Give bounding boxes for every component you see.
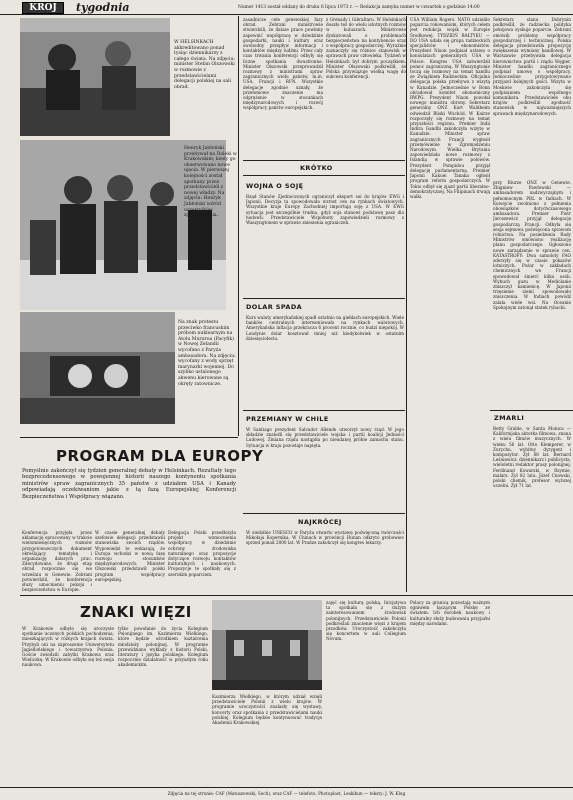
program-text3-block [168,530,236,592]
chile-text-block [246,427,404,509]
masthead [0,0,573,14]
program-text2-block [95,530,165,592]
left-block-divider [238,16,239,436]
mururoa-photo [20,312,175,424]
collegium-photo-image [212,600,322,690]
chile-rule [243,410,405,411]
collegium-photo [212,600,322,690]
znaki-text1: W Krakowie odbyło się uroczyste spotkanie uczonych polskich pochodzenia, mieszkających w różnych krajach świata. Przybyli oni na zaproszenie Uniwersytetu Jagiellońskiego i towarzystwa Polonia. Goście zwiedzili zabytki Krakowa oraz Wieliczkę. W Krakowie odbyła się też sesja naukowa. [22,626,114,668]
znaki-text2-block [118,626,208,786]
mururoa-caption: Na znak protestu przeciwko francuskim próbom nuklearnym na Atolu Mururoa (Pacyfik) w Nowej Zelandii wycofano z Paryża ambasadora. Na zdjęciu: wycofany z wody sprzęt marynarki wojennej. Do szybko ustalonego akwenu kierowane są okręty ratownicze. [178,320,236,387]
helsinki-photo [20,18,170,136]
chile-text: W Santiago prezydent Salvador Allende utworzył nowy rząd. W jego składzie znaleźli się przedstawiciele wojska i partii koalicji Jedności Ludowej. Zmiana rządu nastąpiła po nieudanej próbie zamachu stanu. Sytuacja w kraju pozostaje napięta. [246,427,404,448]
mururoa-photo-image [20,312,175,424]
krotko-title: KRÓTKO [300,164,333,172]
krotko-rule-top [243,160,405,161]
dolar-rule [243,298,405,299]
program-lead-block [22,468,236,528]
najkrocej-text-block [246,530,404,592]
right-column-2-text: przy Biurze ONZ w Genewie. Zbigniew Pawłowski — ambasadorem nadzwyczajnym i pełnomocnym PRL w Indiach. W Kuwejcie zwolniono z pełnienia obowiązków dotychczasowego ambasadora. Premier Piotr Jaroszewicz przyjął delegację gospodarczą Francji. Odbyła się sesja sejmowa poświęcona sprawom rolnictwa. Na posiedzeniu Rady Ministrów omówiono realizację planu gospodarczego. Ogłoszono nowe zarządzenie w sprawie cen. KATASTROFY: Dwa samoloty FAO zderzyły się w czasie pokazów lotniczych. Pożar w zakładach chemicznych we Francji spowodował śmierć kilku osób. Wybuch gazu w Mediolanie zniszczył kamienicę. W Japonii trzęsienie ziemi spowodowało zniszczenia. W Indiach powódź zalała wiele wsi. Na Oceanie Spokojnym zatonął statek rybacki. [493,180,571,310]
krotko-rule-bottom [243,175,405,176]
dolar-text-block [246,315,404,405]
dolar-text: Kurs waluty amerykańskiej spadł ostatnio na giełdach europejskich. Wiele banków centralnych interweniowało na rynkach walutowych. Amerykańska inflacja przekracza 6 procent rocznie, co budzi niepokój. W Londynie dolar kosztował mniej niż kiedykolwiek w ostatnim dziesięcioleciu. [246,315,404,341]
program-text1-block [22,530,92,592]
helsinki-column-text: zasadnicze cele genewskiej fazy obrad. Zebrani ministrowie stwierdzili, że dalsze prace powinny zapewnić współpracę w dziedzinie gospodarki, nauki i kultury oraz swobodny przepływ informacji i kontaktów między ludźmi. Przez cały czas trwania konferencji odbyły się liczne spotkania dwustronne. Minister Olszowski przeprowadził rozmowy z ministrami spraw zagranicznych wielu państw, m.in. USA, Francji i RFN. Wszystkie delegacje zgodnie uznały, że przełomowe znaczenie ma odprężenie w stosunkach międzynarodowych i rozwój współpracy państw europejskich. [243,17,323,111]
grenada-column [326,17,406,157]
znaki-rule [20,595,573,596]
right-column-text: Sekretarz stanu Dobrynin podkreślił, że radziecka polityka pokojowa zyskuje poparcie. Zebrani omówili problemy współpracy gospodarczej i technicznej. Polska delegacja przedstawiła propozycję zwiększenia wymiany handlowej. W Warszawie przebywała delegacja kierownictwa partii i rządu Węgier. Minister handlu zagranicznego podpisał umowę o współpracy. Jednocześnie przygotowywano przyjazd kolejnych gości. Wizyta w Moskwie zakończyła się podpisaniem wspólnego komunikatu. Przedstawiciele obu krajów podkreślili zgodność stanowisk w najważniejszych sprawach międzynarodowych. [493,17,571,116]
program-text1: Konferencja przyjęła przez aklamację opracowany w trakcie wielomiesięcznych rozmów przygotowawczych dokument określający tematykę i organizację dalszych prac. Zdecydowano, że drugi etap obrad rozpocznie się we wrześniu w Genewie. Zebrani potwierdzili, że konferencja służy umocnieniu pokoju i bezpieczeństwa w Europie. [22,530,92,592]
znaki-text2: tylko powołanie do życia Kolegium Polonijnego im. Kazimierza Wielkiego, które będzie ośrodkiem kształcenia młodzieży polonijnej. W programie przewidziano wykłady z historii Polski, literatury i języka polskiego. Kolegium rozpocznie działalność w przyszłym roku akademickim. [118,626,208,668]
program-rule [20,437,238,438]
znaki-text4-block [326,600,406,786]
grenada-column-text: z Grenady i Gibraltaru. W Helsinkach doszło też do wielu istotnych rozmów w kuluarach. Ministrowie dyskutowali o problemach bezpieczeństwa na kontynencie oraz o współpracy gospodarczej. Wyraźnie zaznaczyły się różnice stanowisk w sprawach praw człowieka. Tydzień w Helsinkach był dobrym początkiem. Minister Olszowski podkreślił, że Polska przywiązuje wielką wagę do sukcesu konferencji. [326,17,406,80]
znaki-title: ZNAKI WIĘZI [80,603,192,621]
program-text3: Delegacja Polski przedłożyła projekt wzmocnienia współpracy w dziedzinie ochrony środowiska naturalnego oraz propozycje dotyczące rozwoju kontaktów kulturalnych i naukowych. Propozycje te spotkały się z szerokim poparciem. [168,530,236,577]
najkrocej-text: W siedzibie UNESCO w Paryżu otwarto wystawę poświęconą twórczości Mikołaja Kopernika. W Chinach w prowincji Hunan odkryto grobowiec sprzed ponad 2000 lat. W Pradze zakończył się kongres lekarzy. [246,530,404,546]
wojna-title: WOJNA O SOJĘ [246,182,304,190]
helsinki-caption: W HELSINKACH akkreditowano ponad tysiąc dziennikarzy z całego świata. Na zdjęciu: minister Stefan Olszowski w rozmowie z przedstawicielami delegacji polskiej na sali obrad. [174,40,235,90]
znaki-text4: zajęć się kulturą polską. Inicjatywa ta spotkała się z dużym zainteresowaniem środowisk polonijnych. Przedstawiciele Polonii podkreślali znaczenie więzi z krajem przodków. Uroczystość zakończyła się koncertem w auli Collegium Novum. [326,600,406,642]
mid-divider [406,16,407,592]
right-column [493,17,571,177]
wojna-text-block [246,194,404,294]
helsinki-photo-image [20,18,170,136]
issue-note: Numer 1413 został oddany do druku 6 lipca 1973 r. — Redakcja zamyka numer w czwartek o godzinie 14:00 [238,5,480,10]
jablonski-caption: Henryk Jabłoński przebywał na Daleki w Krakowskim; kiedy go obserwowano nowe ujęcia. W pierwszej kolejności został spotkany przez przedstawicieli z nowej władzy. Na zdjęciu: Henryk Jabłoński wśród uczestników zgromadzenia. [184,146,237,219]
najkrocej-rule [243,513,405,514]
program-text2: W czasie generalnej debaty szefowie delegacji przedstawili stanowiska swoich rządów. Wypowiedzi te wskazują, że Europa wchodzi w nową fazę rozwoju stosunków międzynarodowych. Minister Olszowski przedstawił polski program współpracy europejskiej. [95,530,165,582]
header-rule [0,14,573,15]
usa-column [410,17,490,597]
usa-column-text: USA William Rogers. NATO udzieliło poparcia rokowaniom, których celem jest redukcja wojsk w Europie Środkowej. TYDZIEŃ BAŁTYKU — DO USA udała się grupa radzieckich specjalistów i ekonomistów. Prezydent Nixon podpisał ustawę o konsulatach generalnych USA w Polsce. Kongres USA zatwierdził pomoc zagraniczną. W Waszyngtonie toczą się rozmowy na temat handlu ze Związkiem Radzieckim. Oficjalna delegacja polska przebywa z wizytą w Kanadzie. Jednocześnie w Bonn obradował komitet ekonomiczny RWPG. Prezydent Nixon powołał nowego ministra obrony. Sekretarz generalny ONZ Kurt Waldheim odwiedził Bliski Wschód. W Kairze rozpoczęły się rozmowy na temat przyszłości regionu. Premier Indii Indira Gandhi zakończyła wizytę w Kanadzie. Minister spraw zagranicznych Francji wygłosił przemówienie w Zgromadzeniu Narodowym. Wielka Brytania zapowiedziała nowe rozmowy z Islandią w sprawie połowów. Prezydent Pompidou przyjął delegację parlamentarną. Premier Japonii Kakuei Tanaka ogłosił program reform gospodarczych. W Tokio odbył się zjazd partii liberalno-demokratycznej. Na Filipinach trwają walki. [410,17,490,199]
chile-title: PRZEMIANY W CHILE [246,415,329,423]
znaki-text3: Kazimierza Wielkiego, w którym udział wzięli przedstawiciele Polonii z wielu krajów. W programie uroczystości znalazły się wystawy, koncerty oraz spotkania z przedstawicielami nauki polskiej. Kolegium będzie kontynuować tradycje Akademii Krakowskiej. [212,694,322,726]
zmarli-rule [490,410,573,411]
znaki-text3-block [212,694,322,786]
program-title: PROGRAM DLA EUROPY [56,447,264,465]
zmarli-text: Betty Grable, w Santa Monica — Kalifornijska aktorka filmowa, znana z wielu filmów muzycznych. W wieku 56 lat. Otto Klemperer, w Zurychu, wybitny dyrygent i kompozytor. Żył 88 lat. Bernard Leśniewicz, dziennikarz i publicysta, wieloletni redaktor prasy polonijnej. Ferdinand Kowarski, w Rzymie, malarz. Żył 82 lata. Józef Cnowski, polski chemik, profesor wyższej uczelni. Żył 71 lat. [493,426,571,489]
wojna-text: Rząd Stanów Zjednoczonych ograniczył eksport soi do krajów EWG i Japonii. Decyzja ta spowodowała wzrost cen na rynkach światowych. Wszystkie kraje Europy Zachodniej importują soję z USA. W EWG sytuacja jest szczególnie trudna, gdyż soja stanowi podstawę pasz dla hodowli. Przedstawiciele Wspólnoty zapowiedzieli rozmowy z Waszyngtonem w sprawie zniesienia ograniczeń. [246,194,404,226]
helsinki-column [243,17,323,157]
section-title: tygodnia [76,1,130,14]
section-logo: KROJ [22,2,64,14]
znaki-text5-block [410,600,490,786]
najkrocej-title: NAJKRÓCEJ [298,518,342,526]
photo-credits: Zdjęcia na tej stronie: CAF (Matuszewski, Soch), oraz CAF — telefoto, Photoplast, Leskihun — teksty: J. W. Klug [167,791,406,796]
dolar-title: DOLAR SPADA [246,303,303,311]
right-column-2 [493,180,571,410]
program-lead: Pomyślnie zakończył się tydzień generalnej debaty w Helsinkach. Rezultaty tego bezprecedensowego w powojennej historii naszego kontynentu spotkania ministrów spraw zagranicznych 35 państw z udziałem USA i Kanady odpowiadają oczekiwaniom jakie z tą fazą Europejskiej Konferencji Bezpieczeństwa i Współpracy wiązano. [22,468,236,500]
zmarli-text-block [493,426,571,592]
zmarli-title: ZMARLI [494,414,525,422]
znaki-text1-block [22,626,114,786]
znaki-text5: Polacy za granicą pozostają ważnym ogniwem łączącym Polskę ze światem. Ich dorobek naukowy i kulturalny służy budowaniu przyjaźni między narodami. [410,600,490,626]
